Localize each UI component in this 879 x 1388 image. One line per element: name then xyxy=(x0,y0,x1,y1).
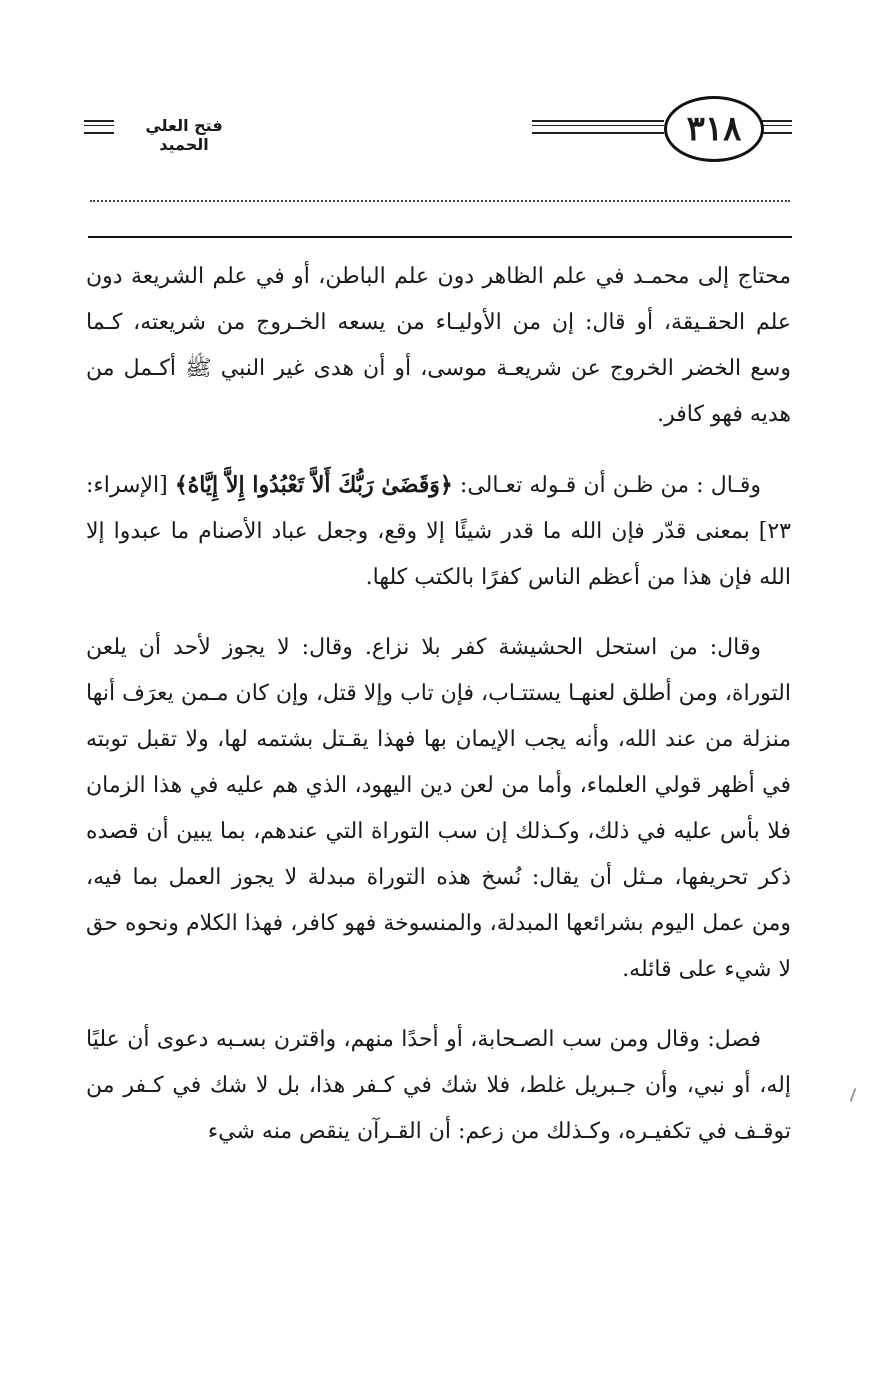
quran-verse: ﴿وَقَضَىٰ رَبُّكَ أَلاَّ تَعْبُدُوا إِلاَّ إِيَّاهُ﴾ xyxy=(174,472,453,498)
paragraph-3: وقال: من استحل الحشيشة كفر بلا نزاع. وقال: لا يجوز لأحد أن يلعن التوراة، ومن أطلق لعنهـا يستتـاب، فإن تاب وإلا قتل، وإن كان مـمن يعرَف أنها منزلة من عند الله، وأنه يجب الإيمان بها فهذا يقـتل بشتمه لها، ولا تقبل توبته في أظهر قولي العلماء، وأما من لعن دين اليهود، الذي هم عليه في هذا الزمان فلا بأس عليه في ذلك، وكـذلك إن سب التوراة التي عندهم، بما يبين أن قصده ذكر تحريفها، مـثل أن يقال: نُسخ هذه التوراة مبدلة لا يجوز العمل بما فيه، ومن عمل اليوم بشرائعها المبدلة، والمنسوخة فهو كافر، فهذا الكلام ونحوه حق لا شيء على قائله. xyxy=(86,635,791,982)
paragraph-4: فصل: وقال ومن سب الصـحابة، أو أحدًا منهم، واقترن بسـبه دعوى أن عليًا إله، أو نبي، وأن جـبريل غلط، فلا شك في كـفر هذا، بل لا شك في كـفر من توقـف في تكفيـره، وكـذلك من زعم: أن القـرآن ينقص منه شيء xyxy=(86,1027,791,1144)
page-number: ٣١٨ xyxy=(686,109,742,149)
paragraph-2 xyxy=(86,462,791,601)
dotted-separator xyxy=(90,200,790,202)
paragraph-1: محتاج إلى محمـد في علم الظاهر دون علم الباطن، أو في علم الشريعة دون علم الحقـيقة، أو قال: إن من الأوليـاء من يسعه الخـروج من شريعته، كـما وسع الخضر الخروج عن شريعـة موسى، أو أن هدى غير النبي ﷺ أكـمل من هديه فهو كافر. xyxy=(86,264,791,427)
page-number-oval xyxy=(664,96,764,162)
running-title: فتح العلي الحميد xyxy=(145,116,223,154)
margin-mark xyxy=(850,1088,857,1102)
page-body xyxy=(86,254,791,1179)
header-rule-middle xyxy=(532,120,664,134)
header-rule-right xyxy=(762,120,792,134)
paragraph-2-rest: [الإسراء: ٢٣] بمعنى قدّر فإن الله ما قدر شيئًا إلا وقع، وجعل عباد الأصنام ما عبدوا إلا الله فإن هذا من أعظم الناس كفرًا بالكتب كلها. xyxy=(86,473,791,590)
page-header xyxy=(0,0,879,160)
header-separator-rule xyxy=(88,236,792,238)
paragraph-2-lead: وقـال : من ظـن أن قـوله تعـالى: xyxy=(452,473,761,498)
header-rule-left xyxy=(84,120,114,134)
